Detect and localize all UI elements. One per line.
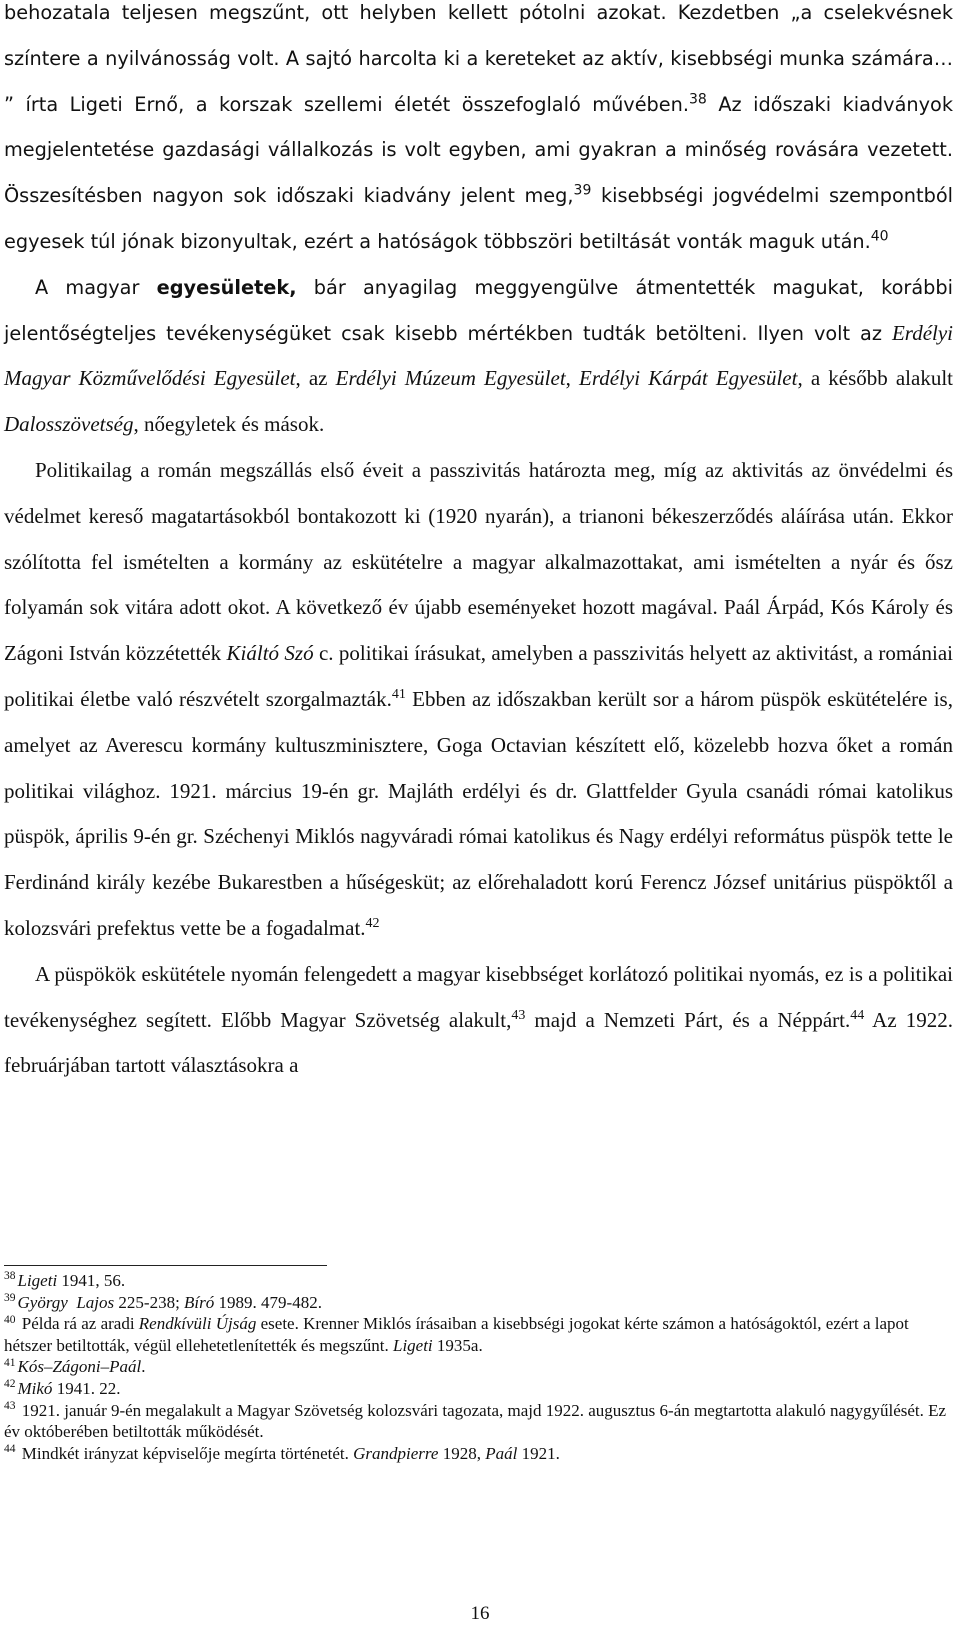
text-run: A püspökök eskütétele nyomán felengedett a magyar kisebbséget korlátozó politikai nyomás, ez is a politikai tevékenységhez segített. Előbb Magyar Szövetség alakult, [4,961,953,1032]
text-run: A magyar [35,275,157,299]
footnote-44 [4,1443,953,1465]
text-run: 1989. 479-482. [214,1292,322,1312]
footnote-ref-43[interactable]: 43 [511,1007,526,1023]
text-run: Politikailag a román megszállás első éveit a passzivitás határozta meg, míg az aktivitás az önvédelmi és védelmet kereső magatartásokból bontakozott ki (1920 nyarán), a trianoni békeszerződés aláírása után. Ekkor szólította fel ismételten a kormány az eskütételre a magyar alkalmazottakat, ami ismételten a nyár és ősz folyamán sok vitára adott okot. A következő év újabb eseményeket hozott magával. Paál Árpád, Kós Károly és Zágoni István közzétették [4,457,953,666]
footnote-number: 39 [4,1291,16,1304]
italic-source: Kós–Zágoni–Paál [17,1357,142,1377]
italic-source: Ligeti [392,1335,433,1355]
paragraph-politics [4,448,953,952]
footnote-number: 38 [4,1270,16,1283]
footnote-ref-39[interactable]: 39 [573,182,592,199]
footnotes [4,1270,953,1464]
text-run: kisebbségi jogvédelmi szempontból egyesek túl jónak bizonyultak, ezért a hatóságok többszöri betiltását vonták maguk után. [4,184,953,253]
italic-source: Bíró [184,1292,215,1312]
text-run: 225-238; [114,1292,185,1312]
text-run: 1921. január 9-én megalakult a Magyar Szövetség kolozsvári tagozata, majd 1922. augusztus 6-án megtartotta alakuló nagygyűlését. Ez év októberében betiltották működését. [4,1400,947,1442]
italic-source: Grandpierre [353,1443,439,1463]
text-run: 1921. [517,1443,560,1463]
text-run: Példa rá az aradi [17,1314,139,1334]
page-number: 16 [470,1603,490,1624]
italic-source: Ligeti [17,1271,58,1290]
text-run: , az [295,366,336,391]
italic-title: Dalosszövetség [4,412,134,437]
text-run: 1928, [438,1443,486,1463]
italic-title: Erdélyi Múzeum Egyesület [335,366,566,391]
paragraph-associations [4,265,953,448]
text-run: bár anyagilag meggyengülve átmentették magukat, korábbi jelentőségteljes tevékenységüket csak kisebb mértékben tudták betölteni. Ilyen volt az [4,275,953,345]
text-run: Ebben az időszakban került sor a három püspök eskütételére is, amelyet az Averescu kormány kultuszminisztere, Goga Octavian készített elő, közelebb hozva őket a román politikai világhoz. 1921. március 19-én gr. Majláth erdélyi és dr. Glattfelder Gyula csanádi római katolikus püspök, április 9-én gr. Széchenyi Miklós nagyváradi római katolikus és Nagy erdélyi református püspök tette le Ferdinánd király kezébe Bukarestben a hűségesküt; az előrehaladott korú Ferencz József unitárius püspöktől a kolozsvári prefektus vette be a fogadalmat. [4,686,953,940]
italic-source: György Lajos [17,1292,115,1312]
text-run: majd a Nemzeti Párt, és a Néppárt. [525,1007,851,1032]
text-run: , nőegyletek és mások. [133,412,325,437]
italic-source: Mikó [17,1378,53,1398]
footnote-number: 44 [4,1443,16,1456]
footnote-38 [4,1270,953,1292]
body-text [4,0,953,1089]
footnote-42 [4,1378,953,1400]
footnote-number: 43 [4,1399,16,1412]
footnote-separator [4,1265,327,1266]
footnote-43 [4,1400,953,1443]
text-run: Mindkét irányzat képviselője megírta történetét. [17,1443,354,1463]
italic-title: Erdélyi Magyar Közművelődési Egyesület [4,320,953,391]
text-run: 1941. 22. [52,1378,121,1398]
footnote-ref-41[interactable]: 41 [391,686,406,702]
text-run: , a később alakult [797,366,953,391]
text-run: behozatala teljesen megszűnt, ott helyben kellett pótolni azokat. Kezdetben „a cselekvésnek színtere a nyilvánosság volt. A sajtó harcolta ki a kereteket az aktív, kisebbségi munka számára… ” írta Ligeti Ernő, a korszak szellemi életét összefoglaló művében. [4,1,953,116]
text-run: 1935a. [432,1335,483,1355]
text-run: Az 1922. februárjában tartott választásokra a [4,1007,953,1078]
text-run: 1941, 56. [57,1271,126,1290]
footnote-41 [4,1356,953,1378]
text-run: Az időszaki kiadványok megjelentetése gazdasági vállalkozás is volt egyben, ami gyakran a minőség rovására vezetett. Összesítésben nagyon sok időszaki kiadvány jelent meg, [4,92,953,208]
text-run: c. politikai írásukat, amelyben a passzivitás helyett az aktivitást, a romániai politikai életbe való részvételt szorgalmazták. [4,641,953,711]
paragraph-bishops [4,952,953,1089]
italic-source: Paál [485,1443,518,1463]
footnote-number: 41 [4,1356,16,1369]
italic-source: Rendkívüli Újság [138,1314,257,1334]
italic-title: Erdélyi Kárpát Egyesület [579,366,798,391]
footnote-ref-44[interactable]: 44 [850,1007,865,1023]
bold-term: egyesületek, [156,275,297,299]
footnote-number: 40 [4,1313,16,1326]
footnote-ref-42[interactable]: 42 [365,915,380,931]
footnote-40 [4,1313,953,1356]
footnote-number: 42 [4,1378,16,1391]
text-run: esete. Krenner Miklós írásaiban a kisebbségi jogokat kérte számon a hatóságoktól, ezért a lapot hétszer betiltották, végül ellehetetlenítették és megszűnt. [4,1314,909,1355]
footnote-ref-38[interactable]: 38 [689,91,707,108]
italic-title: Kiáltó Szó [226,641,314,666]
paragraph-press [4,0,953,265]
footnote-39 [4,1292,953,1314]
text-run: . [141,1357,146,1377]
text-run: , [565,366,580,391]
footnote-ref-40[interactable]: 40 [870,228,889,245]
